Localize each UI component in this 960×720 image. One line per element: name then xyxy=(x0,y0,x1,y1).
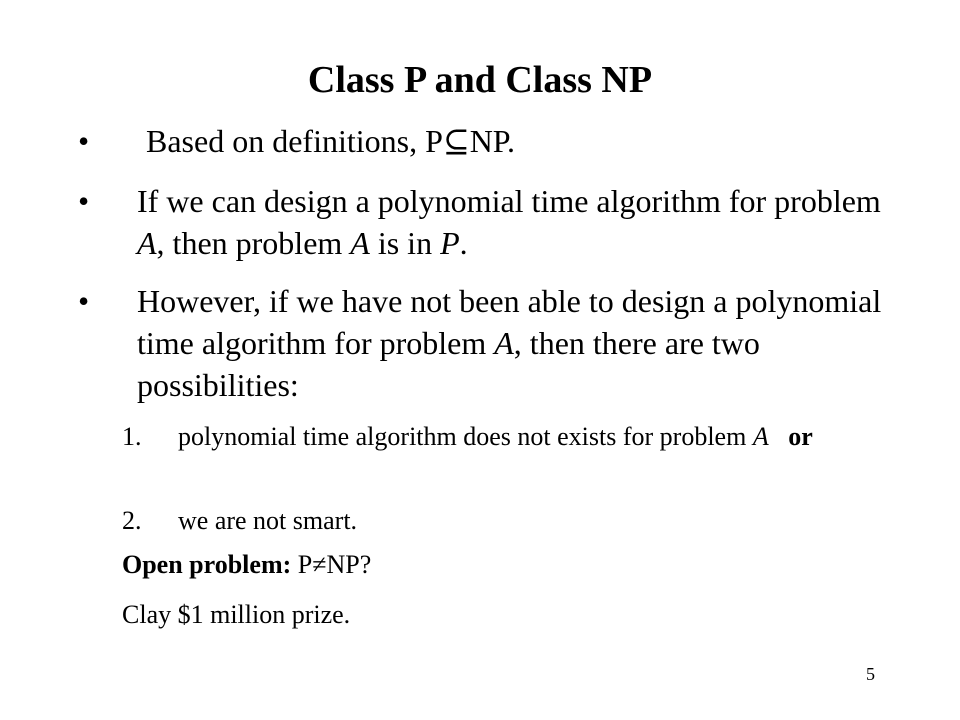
bullet-text-part: However, if we have not been able to design a polynomial time algorithm for problem xyxy=(137,283,882,361)
bullet-text-part: , then there are two possibilities: xyxy=(137,325,760,403)
item-text: we are not smart. xyxy=(178,506,358,535)
variable-a: A xyxy=(137,225,157,261)
item-number: 1. xyxy=(122,422,142,451)
bullet-text-part: is in xyxy=(369,225,441,261)
bullet-marker: • xyxy=(78,123,90,159)
bullet-text xyxy=(137,280,897,406)
slide-title: Class P and Class NP xyxy=(307,59,653,101)
bullet-text-part: NP. xyxy=(469,123,516,159)
bullet-text-part: If we can design a polynomial time algorithm for problem xyxy=(137,183,881,219)
not-equal-symbol: ≠ xyxy=(312,550,327,579)
variable-a: A xyxy=(752,422,769,451)
item-text xyxy=(178,420,898,454)
prize-line: Clay $1 million prize. xyxy=(122,600,351,629)
open-problem-text: NP? xyxy=(326,550,372,579)
variable-p: P xyxy=(440,225,460,261)
variable-a: A xyxy=(494,325,514,361)
bullet-text-part: , then problem xyxy=(156,225,351,261)
open-problem-text: P xyxy=(291,550,313,579)
bullet-text xyxy=(146,120,906,162)
subset-symbol: ⊆ xyxy=(442,123,470,159)
item-number: 2. xyxy=(122,506,142,535)
open-problem-line xyxy=(122,548,371,582)
bullet-marker: • xyxy=(78,283,90,319)
bullet-text-part: . xyxy=(459,225,468,261)
bullet-text xyxy=(137,180,897,264)
variable-a: A xyxy=(350,225,370,261)
open-problem-label: Open problem: xyxy=(122,550,292,579)
bullet-text-part: Based on definitions, P xyxy=(146,123,443,159)
page-number: 5 xyxy=(866,664,875,684)
connector-word: or xyxy=(788,422,813,451)
item-text-part: polynomial time algorithm does not exists for problem xyxy=(178,422,753,451)
bullet-marker: • xyxy=(78,183,90,219)
